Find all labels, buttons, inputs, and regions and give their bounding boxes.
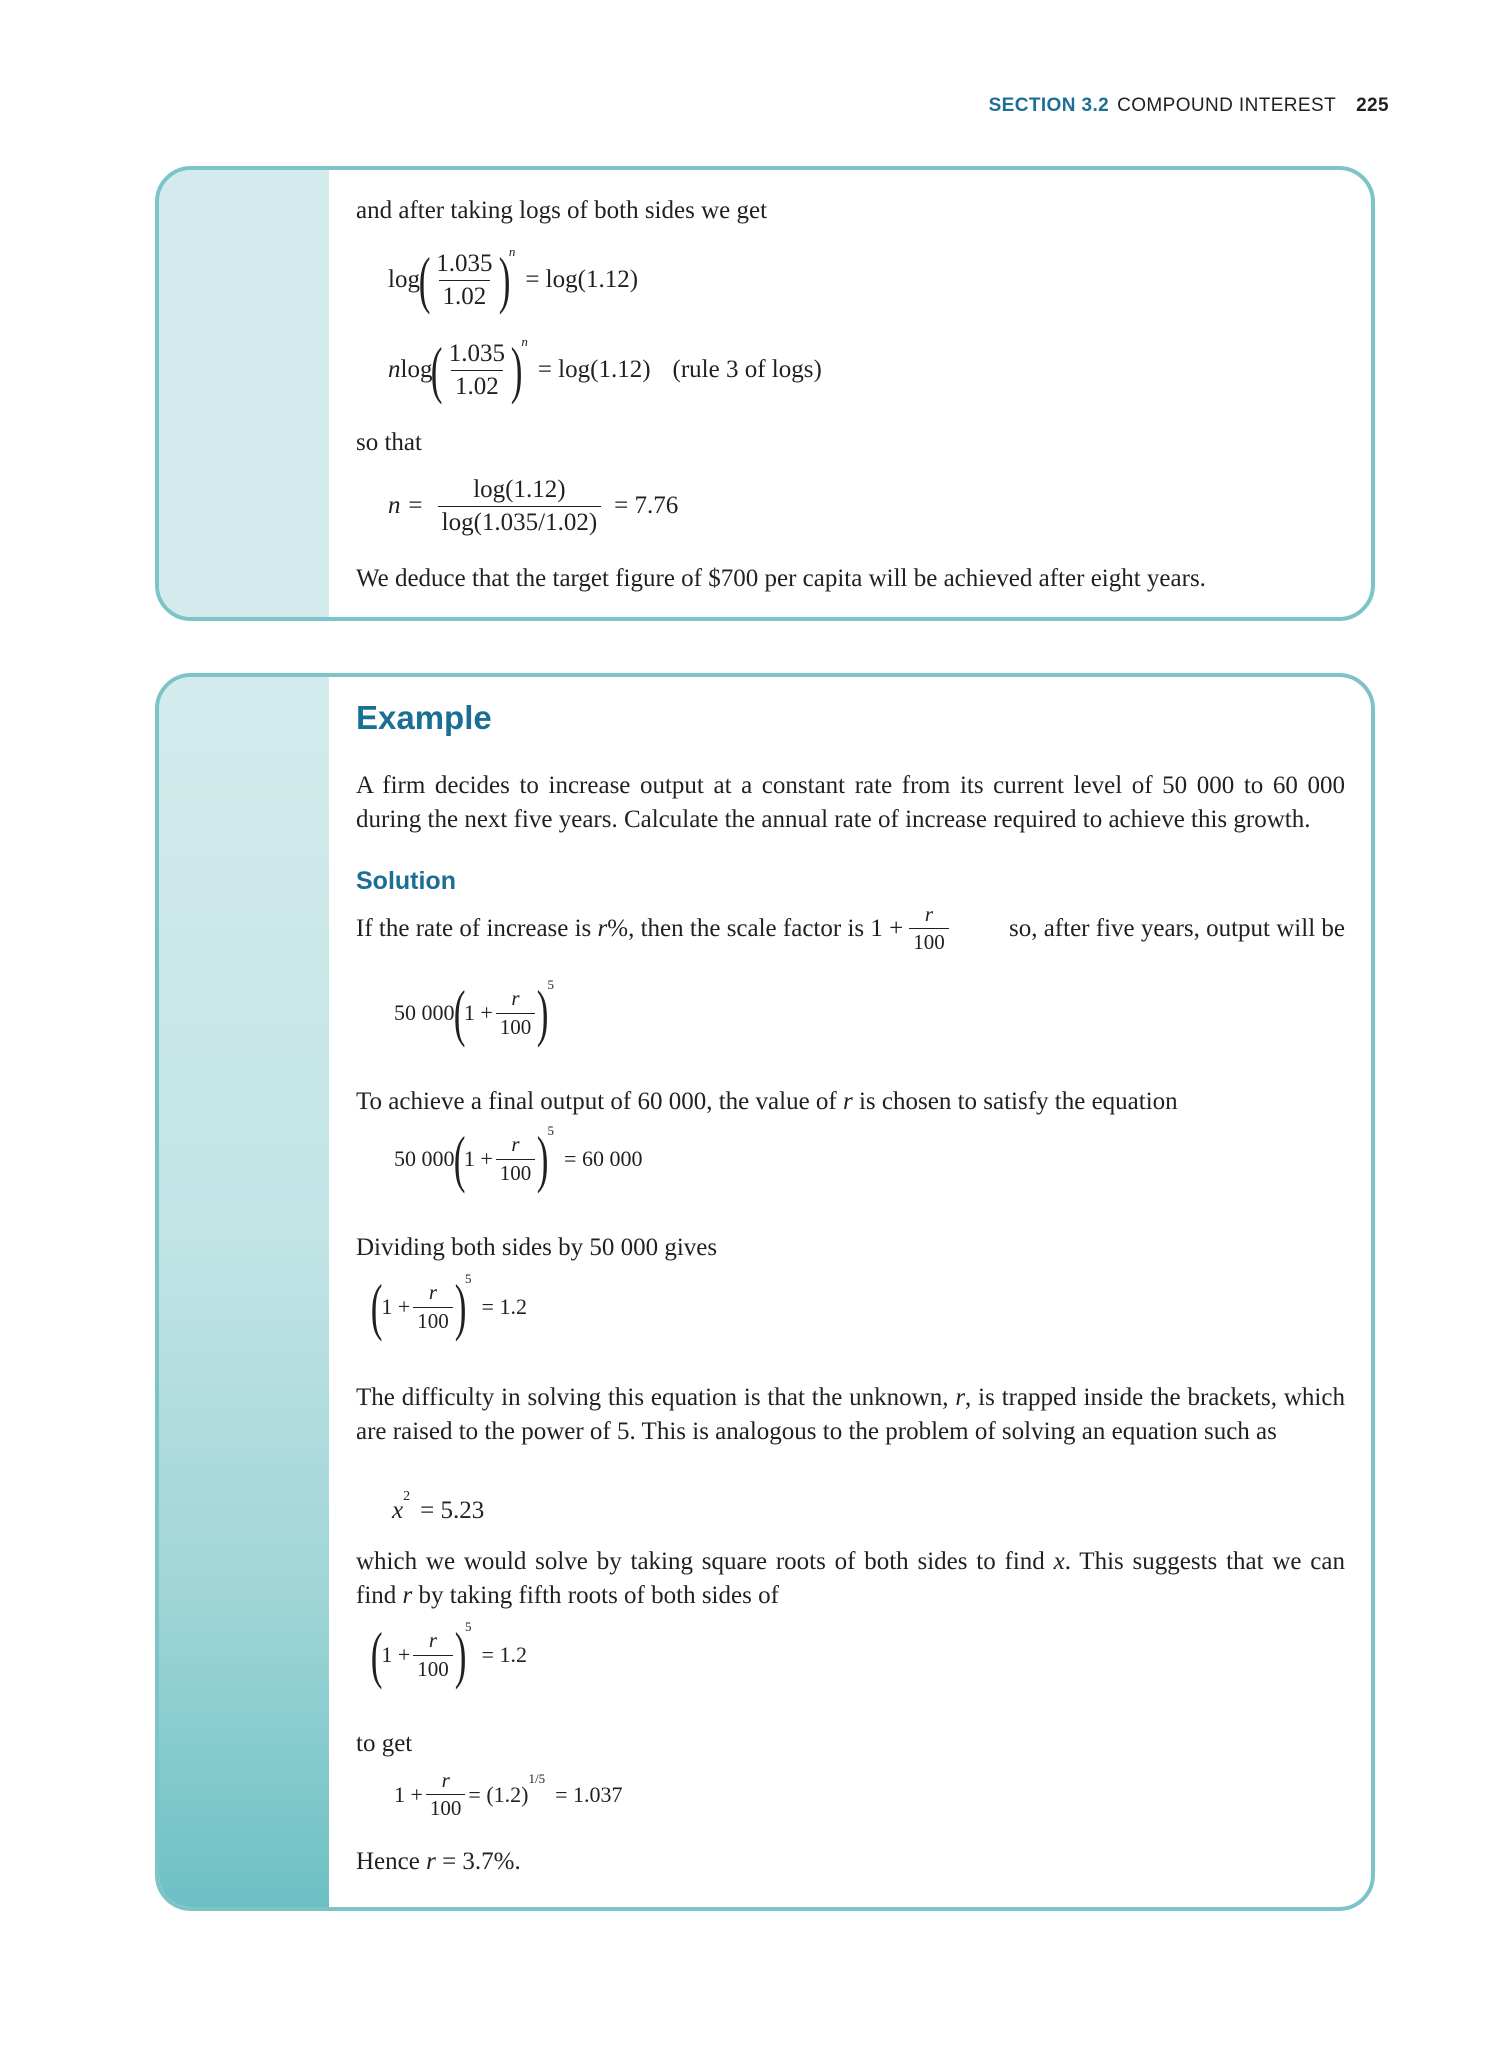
left-paren: ( xyxy=(418,244,431,315)
rhs: = log(1.12) xyxy=(537,356,651,383)
right-paren: ) xyxy=(498,244,511,315)
to-get-text: to get xyxy=(356,1730,413,1757)
text: To achieve a final output of 60 000, the value of xyxy=(356,1088,843,1115)
text: %, then the scale factor is 1 + xyxy=(607,914,904,942)
fraction xyxy=(413,1281,453,1332)
solution-heading: Solution xyxy=(356,867,456,895)
example-box xyxy=(155,673,1375,1911)
equation-60000 xyxy=(394,1123,643,1194)
numerator: 1.035 xyxy=(448,340,506,367)
example-heading: Example xyxy=(356,699,492,736)
exponent: 5 xyxy=(547,977,555,992)
right-paren: ) xyxy=(454,1619,467,1690)
hence-text xyxy=(356,1845,521,1879)
text: . This suggests that we can find xyxy=(356,1548,1345,1609)
denominator: 100 xyxy=(413,1655,453,1681)
rhs: = 5.23 xyxy=(420,1497,485,1524)
variable-r: r xyxy=(597,914,608,942)
equation-log-ratio xyxy=(388,244,639,315)
running-header xyxy=(989,95,1389,117)
denominator: 1.02 xyxy=(439,280,491,311)
right-paren: ) xyxy=(537,977,549,1048)
right-paren: ) xyxy=(537,1123,549,1194)
rhs: = 7.76 xyxy=(614,492,679,519)
rhs: = 1.037 xyxy=(555,1781,623,1807)
left-paren: ( xyxy=(453,1123,466,1194)
numerator: r xyxy=(428,1628,438,1653)
rhs: = log(1.12) xyxy=(525,266,639,293)
rhs: = 1.2 xyxy=(481,1294,527,1319)
equation-1-2 xyxy=(370,1271,527,1342)
text: which we would solve by taking square roots of both sides to find xyxy=(356,1548,1054,1575)
left-paren: ( xyxy=(370,1271,383,1342)
numerator: r xyxy=(428,1280,438,1305)
exponent: 1/5 xyxy=(528,1771,546,1786)
section-label: SECTION 3.2 xyxy=(988,95,1110,116)
left-paren: ( xyxy=(431,334,443,405)
exponent: 5 xyxy=(465,1619,472,1634)
text: If the rate of increase is xyxy=(356,914,598,942)
text: The difficulty in solving this equation is that the unknown, xyxy=(356,1384,956,1411)
equation-fifth-root xyxy=(394,1769,623,1820)
variable-r: r xyxy=(426,1848,436,1875)
dividing-text: Dividing both sides by 50 000 gives xyxy=(356,1234,718,1261)
one-plus: 1 + xyxy=(463,1146,493,1171)
square-roots-text xyxy=(356,1545,1345,1613)
denominator: log(1.035/1.02) xyxy=(438,506,602,537)
rhs: = 60 000 xyxy=(564,1146,643,1171)
fraction xyxy=(432,250,496,310)
equation-output xyxy=(394,977,555,1048)
denominator: 100 xyxy=(909,928,949,954)
text: , is trapped inside the brackets, which are raised to the power of 5. This is analogous to the problem of solving an equation such as xyxy=(356,1384,1345,1445)
variable-r: r xyxy=(955,1384,966,1411)
denominator: 100 xyxy=(496,1159,536,1185)
equation-1-2-repeat xyxy=(370,1619,527,1690)
continuation-box xyxy=(155,166,1375,621)
variable-x: x xyxy=(392,1497,404,1524)
section-title: COMPOUND INTEREST xyxy=(1117,95,1337,116)
variable-r: r xyxy=(402,1582,413,1609)
power-base: = (1.2) xyxy=(468,1781,529,1807)
fifty-thousand: 50 000 xyxy=(394,1000,455,1025)
lhs: n = xyxy=(388,492,424,519)
intro-text: and after taking logs of both sides we get xyxy=(356,197,768,224)
right-paren: ) xyxy=(454,1271,467,1342)
scale-factor-line xyxy=(356,903,1345,954)
equation-n-value xyxy=(388,476,678,536)
text: = 3.7%. xyxy=(435,1848,521,1875)
fraction xyxy=(496,1133,536,1184)
left-paren: ( xyxy=(370,1619,383,1690)
so-that-text: so that xyxy=(356,429,422,456)
fraction xyxy=(445,340,509,400)
one-plus: 1 + xyxy=(394,1781,423,1807)
numerator: 1.035 xyxy=(436,250,493,277)
fraction xyxy=(413,1629,453,1680)
denominator: 100 xyxy=(496,1013,536,1039)
box-side-strip xyxy=(159,170,329,617)
rule-note: (rule 3 of logs) xyxy=(672,356,822,383)
variable-r: r xyxy=(843,1088,853,1115)
exponent: 5 xyxy=(547,1123,555,1138)
numerator: log(1.12) xyxy=(473,476,566,503)
exponent: n xyxy=(508,244,516,259)
exponent: 2 xyxy=(403,1489,411,1504)
one-plus: 1 + xyxy=(381,1294,411,1319)
fraction xyxy=(426,1769,466,1820)
equation-x-squared xyxy=(392,1489,485,1525)
box-side-strip xyxy=(159,677,329,1907)
denominator: 100 xyxy=(413,1307,453,1333)
variable-x: x xyxy=(1053,1548,1065,1575)
denominator: 100 xyxy=(426,1794,466,1820)
difficulty-text xyxy=(356,1381,1345,1449)
text: Hence xyxy=(356,1848,427,1875)
right-paren: ) xyxy=(510,334,523,405)
left-paren: ( xyxy=(453,977,466,1048)
log-text: log xyxy=(388,266,420,293)
rhs: = 1.2 xyxy=(481,1642,527,1667)
text: is chosen to satisfy the equation xyxy=(852,1088,1178,1115)
one-plus: 1 + xyxy=(381,1642,411,1667)
text: by taking fifth roots of both sides of xyxy=(412,1582,779,1609)
numerator: r xyxy=(924,902,934,926)
one-plus: 1 + xyxy=(463,1000,493,1025)
variable-n: n xyxy=(388,356,401,383)
numerator: r xyxy=(511,1132,520,1157)
page-number: 225 xyxy=(1356,95,1389,116)
exponent: 5 xyxy=(465,1271,472,1286)
denominator: 1.02 xyxy=(451,370,503,401)
exponent: n xyxy=(521,334,528,349)
fraction xyxy=(496,987,536,1038)
final-output-text xyxy=(356,1085,1178,1119)
numerator: r xyxy=(511,986,520,1011)
numerator: r xyxy=(441,1768,450,1792)
conclusion-text: We deduce that the target figure of $700 per capita will be achieved after eight years. xyxy=(356,565,1206,592)
fifty-thousand: 50 000 xyxy=(394,1146,455,1171)
text: so, after five years, output will be xyxy=(1008,914,1345,942)
fraction xyxy=(438,476,602,536)
fraction xyxy=(909,903,949,954)
equation-n-log xyxy=(388,334,822,405)
problem-text: A firm decides to increase output at a constant rate from its current level of 50 000 to 60 000 during the next five years. Calculate the annual rate of increase required to achieve this growth. xyxy=(356,772,1345,833)
log-text: log xyxy=(400,356,433,383)
